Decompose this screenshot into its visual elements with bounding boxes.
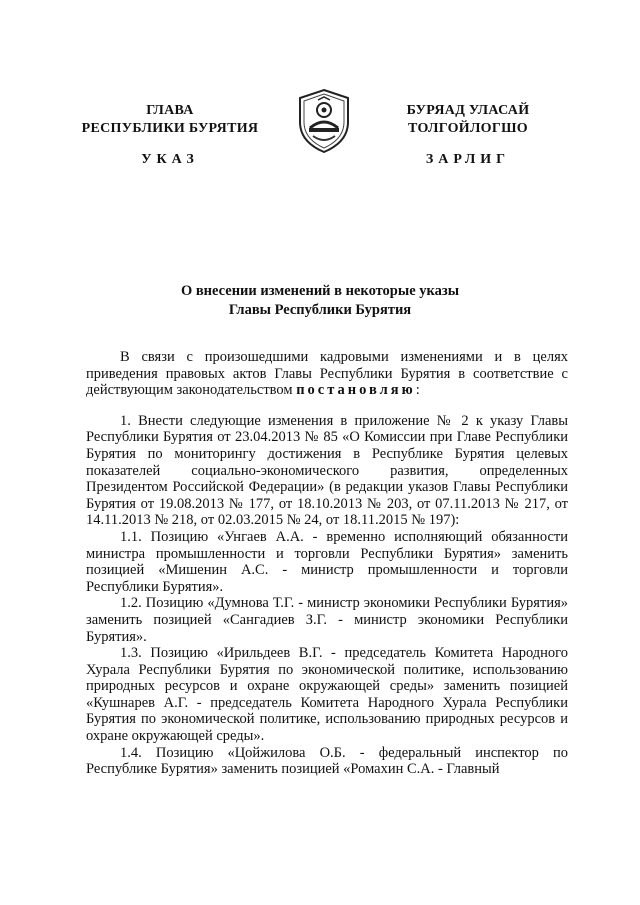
intro-paragraph (86, 349, 568, 399)
paragraph-1-4: 1.4. Позицию «Цойжилова О.Б. - федеральный инспектор по Республике Бурятия» заменить позицией «Ромахин С.А. - Главный (86, 744, 568, 778)
paragraph-1-1: 1.1. Позицию «Унгаев А.А. - временно исполняющий обязанности министра промышленности и торговли Республики Бурятия» заменить позицией «Мишенин А.С. - министр промышленности и торговли Республики Бурятия». (86, 528, 568, 595)
document-body (86, 349, 568, 778)
header-right-line1: БУРЯАД УЛАСАЙ (406, 103, 530, 118)
paragraph-1-3: 1.3. Позицию «Ирильдеев В.Г. - председатель Комитета Народного Хурала Республики Бурятия по экономической политике, использованию природных ресурсов и охране окружающей среды» заменить позицией «Кушнарев А.Г. - председатель Комитета Народного Хурала Республики Бурятия по экономической политике, использованию природных ресурсов и охране окружающей среды». (86, 645, 568, 745)
intro-end: : (415, 382, 420, 399)
decree-word-buryat: ЗАРЛИГ (425, 152, 511, 167)
paragraph-1: 1. Внести следующие изменения в приложение № 2 к указу Главы Республики Бурятия от 23.04.2013 № 85 «О Комиссии при Главе Республики Бурятия по мониторингу достижения в Республике Бурятия целевых показателей социально-экономического развития, определенных Президентом Российской Федерации» (в редакции указов Главы Республики Бурятия от 19.08.2013 № 177, от 18.10.2013 № 203, от 07.11.2013 № 217, от 14.11.2013 № 218, от 02.03.2015 № 24, от 18.11.2015 № 197): (86, 412, 568, 529)
decree-word-russian: УКАЗ (141, 152, 199, 167)
decree-keyword: постановляю (296, 382, 416, 399)
header-left (70, 102, 270, 138)
header-right (368, 102, 568, 138)
title-line2: Главы Республики Бурятия (228, 302, 412, 318)
paragraph-1-2: 1.2. Позицию «Думнова Т.Г. - министр экономики Республики Бурятия» заменить позицией «Сангадиев З.Г. - министр экономики Республики Бурятия». (86, 595, 568, 645)
header-right-line2: ТОЛГОЙЛОГШО (408, 121, 528, 136)
header-left-line1: ГЛАВА (146, 103, 194, 118)
title-line1: О внесении изменений в некоторые указы (180, 283, 460, 299)
coat-of-arms-icon (296, 88, 352, 154)
document-title (80, 282, 560, 320)
header-left-line2: РЕСПУБЛИКИ БУРЯТИЯ (81, 121, 259, 136)
intro-text: В связи с произошедшими кадровыми изменениями и в целях приведения правовых актов Главы Республики Бурятия в соответствие с действующим законодательством (86, 349, 568, 399)
